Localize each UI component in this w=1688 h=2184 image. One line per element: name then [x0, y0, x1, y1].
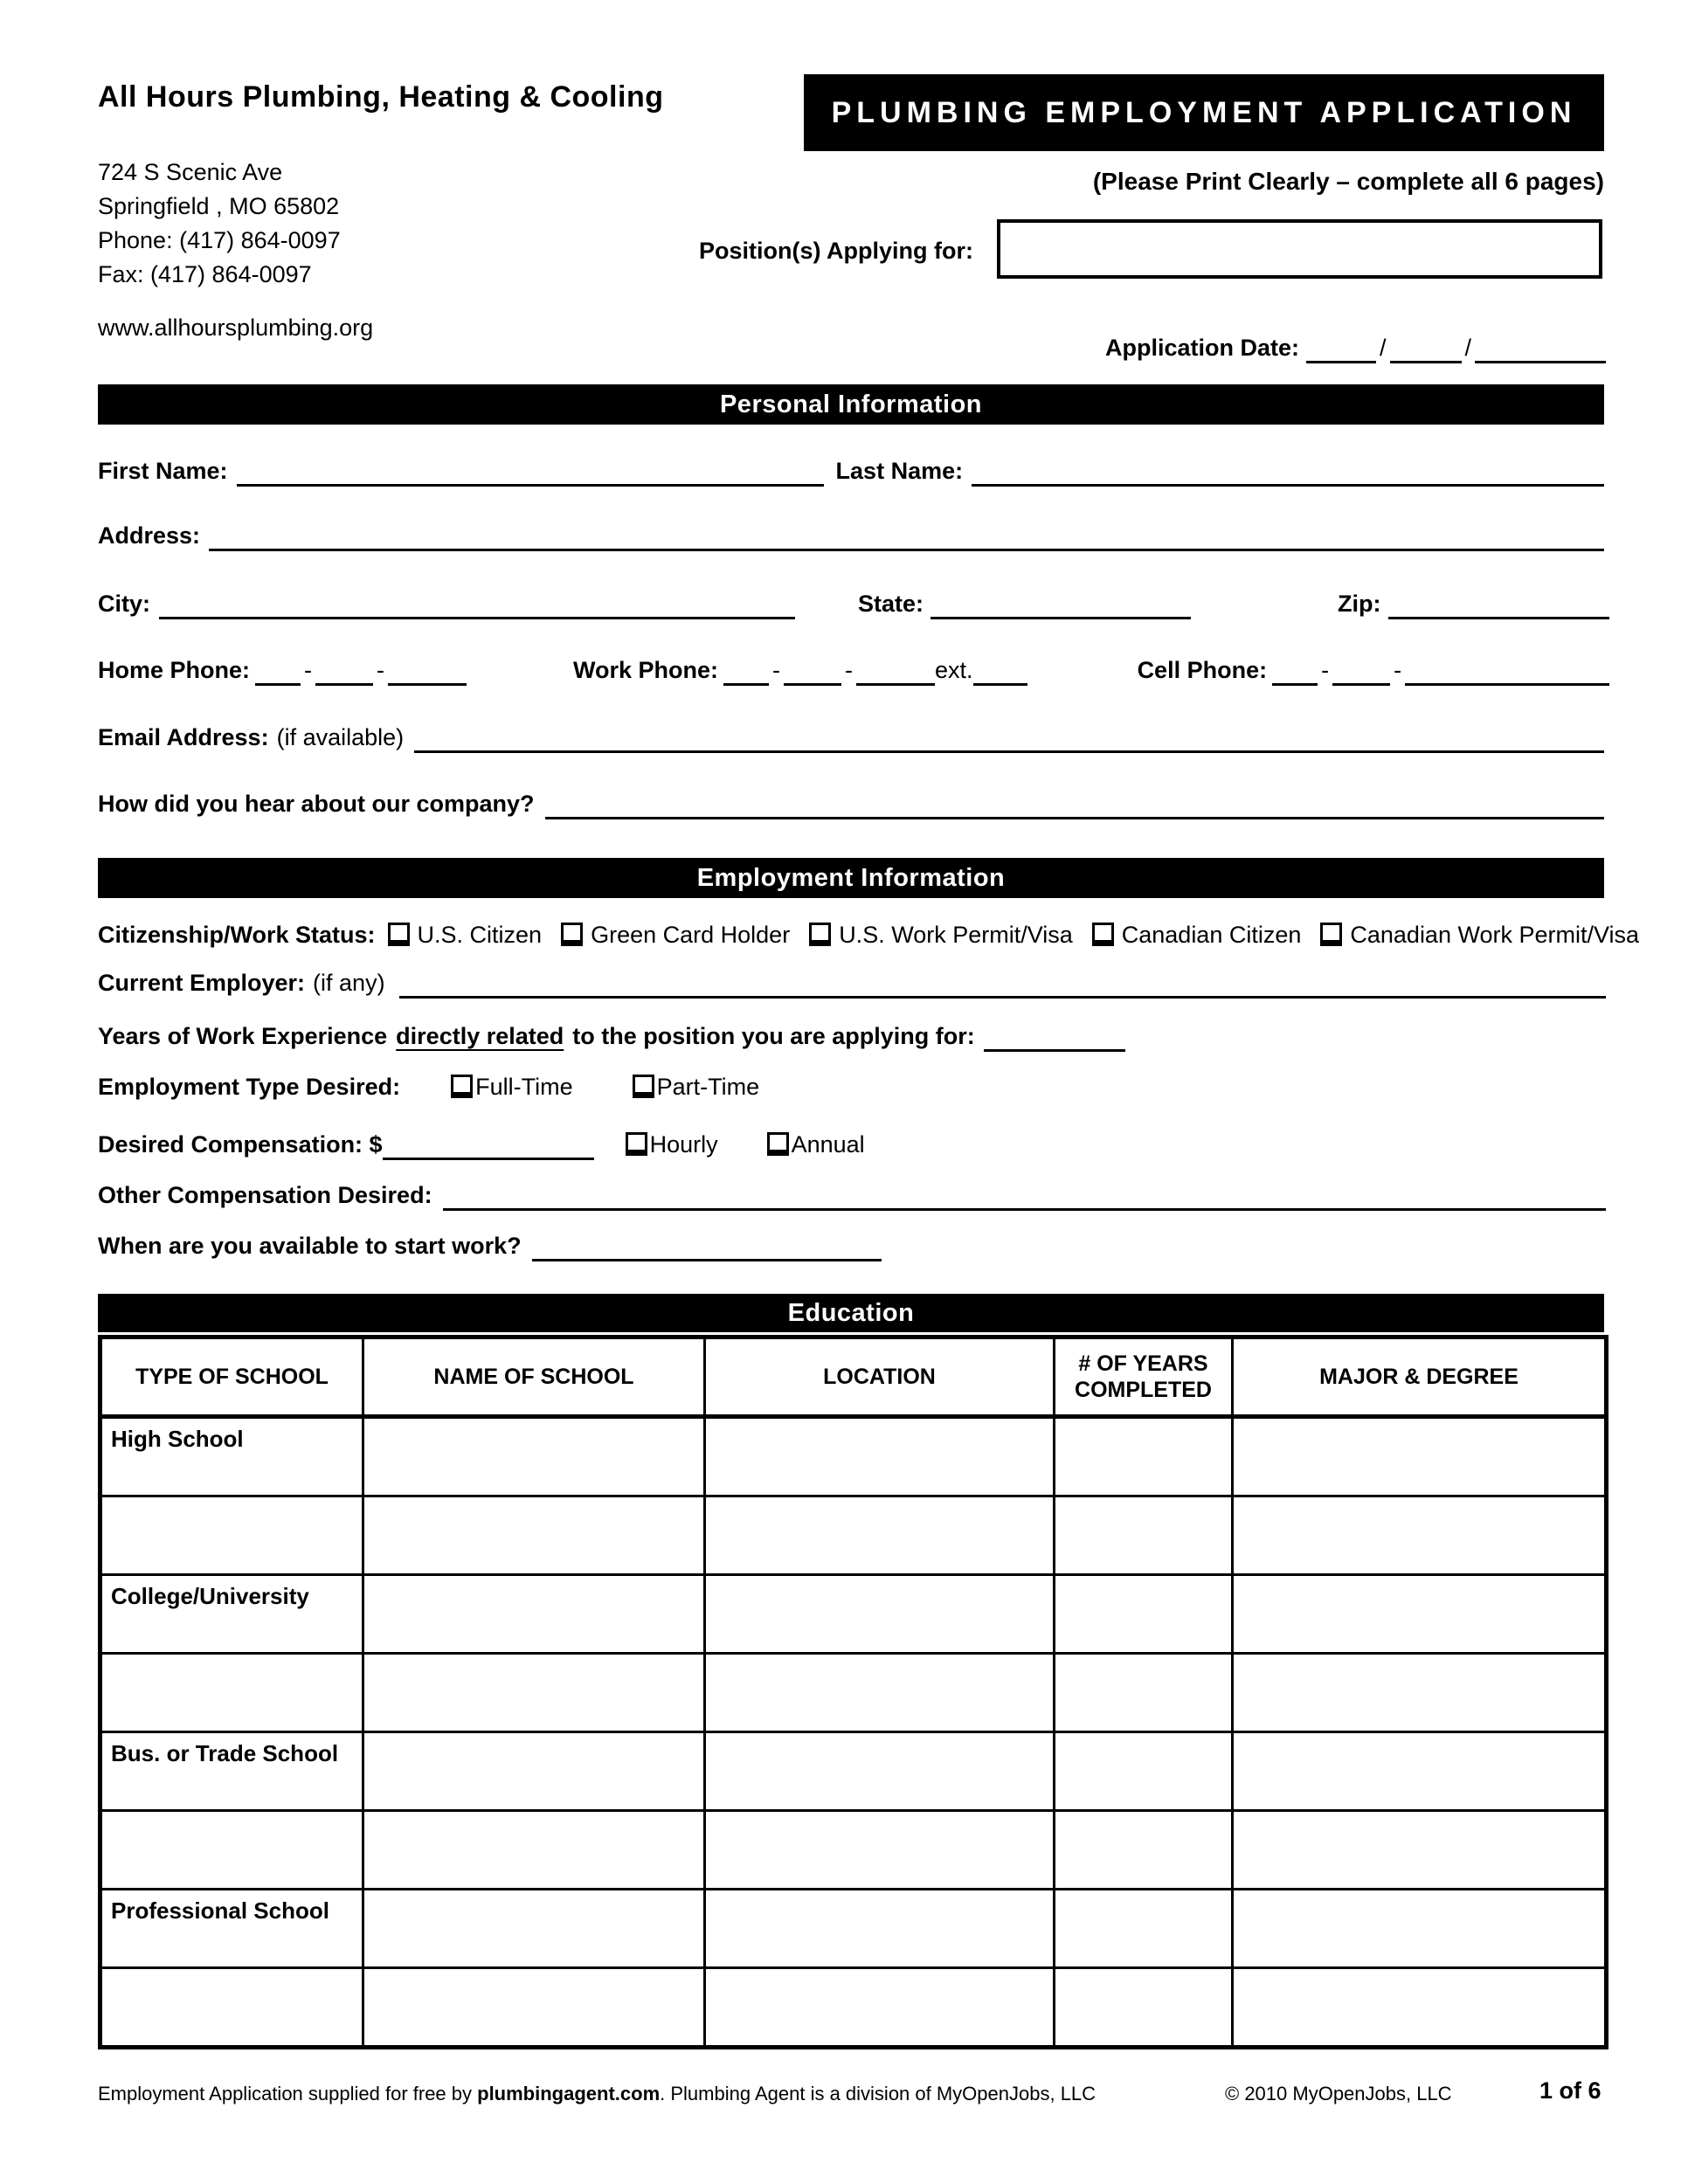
employment-type-option-label: Part-Time	[656, 1074, 760, 1100]
date-separator: /	[1464, 335, 1472, 361]
years-completed-cell[interactable]	[1055, 1496, 1233, 1575]
cell-phone-label: Cell Phone:	[1137, 657, 1268, 683]
employment-type-option	[633, 1071, 760, 1102]
company-website: www.allhoursplumbing.org	[98, 314, 374, 341]
school-type-cell[interactable]	[100, 1496, 363, 1575]
company-fax: Fax: (417) 864-0097	[98, 261, 312, 287]
current-employer-note: (if any)	[313, 970, 385, 996]
citizenship-option-label: U.S. Citizen	[417, 922, 543, 948]
school-name-cell[interactable]	[363, 1654, 705, 1732]
application-date-blank-month[interactable]	[1306, 329, 1376, 363]
cell-phone-blank-3[interactable]	[1405, 652, 1609, 686]
company-phone: Phone: (417) 864-0097	[98, 227, 341, 253]
citizenship-option	[1320, 919, 1639, 950]
employment-type-option	[451, 1071, 573, 1102]
location-cell[interactable]	[705, 1968, 1055, 2048]
compensation-option	[767, 1129, 865, 1160]
home-phone-blank-2[interactable]	[315, 652, 373, 686]
footer-site-name: plumbingagent.com	[477, 2083, 661, 2105]
citizenship-option-label: Canadian Work Permit/Visa	[1350, 922, 1640, 948]
referral-label: How did you hear about our company?	[98, 791, 535, 817]
education-header-row	[100, 1337, 1607, 1417]
footer-copyright: © 2010 MyOpenJobs, LLC	[1225, 2083, 1452, 2105]
table-row	[100, 1496, 1607, 1575]
address-row	[98, 516, 1604, 551]
major-degree-cell[interactable]	[1233, 1575, 1607, 1654]
school-name-cell[interactable]	[363, 1575, 705, 1654]
compensation-option-label: Hourly	[649, 1131, 718, 1158]
ext-label: ext.	[935, 657, 973, 683]
home-phone-blank-3[interactable]	[388, 652, 467, 686]
school-name-cell[interactable]	[363, 1811, 705, 1890]
checkbox-us-citizen[interactable]	[388, 923, 410, 946]
major-degree-cell[interactable]	[1233, 1732, 1607, 1811]
footer-attribution-prefix: Employment Application supplied for free by	[98, 2083, 478, 2105]
checkbox-part-time[interactable]	[633, 1075, 654, 1098]
employment-type-option-label: Full-Time	[475, 1074, 573, 1100]
table-row	[100, 1732, 1607, 1811]
last-name-blank[interactable]	[972, 453, 1604, 487]
current-employer-label: Current Employer:	[98, 970, 306, 996]
address-blank[interactable]	[209, 517, 1604, 551]
home-phone-label: Home Phone:	[98, 657, 251, 683]
work-phone-blank-2[interactable]	[784, 652, 841, 686]
referral-blank[interactable]	[545, 785, 1604, 819]
current-employer-row	[98, 964, 1606, 999]
date-separator: /	[1380, 335, 1387, 361]
page-indicator: 1 of 6	[1539, 2077, 1602, 2104]
school-type-cell[interactable]	[100, 1654, 363, 1732]
checkbox-canadian-citizen[interactable]	[1092, 923, 1114, 946]
address-line-1: 724 S Scenic Ave	[98, 159, 283, 185]
section-personal-information: Personal Information	[98, 384, 1604, 425]
work-phone-blank-3[interactable]	[856, 652, 935, 686]
experience-label-before: Years of Work Experience	[98, 1023, 388, 1049]
application-date-row	[1105, 328, 1606, 363]
experience-row	[98, 1017, 1125, 1052]
col-header-type-of-school: TYPE OF SCHOOL	[100, 1337, 363, 1417]
school-type-cell[interactable]	[100, 1811, 363, 1890]
footer-attribution-suffix: . Plumbing Agent is a division of MyOpenJobs, LLC	[660, 2083, 1097, 2105]
work-phone-blank-1[interactable]	[723, 652, 769, 686]
checkbox-hourly[interactable]	[626, 1132, 647, 1156]
location-cell[interactable]	[705, 1575, 1055, 1654]
first-name-blank[interactable]	[237, 453, 824, 487]
work-phone-label: Work Phone:	[573, 657, 719, 683]
checkbox-full-time[interactable]	[451, 1075, 473, 1098]
other-compensation-label: Other Compensation Desired:	[98, 1182, 432, 1208]
table-row	[100, 1575, 1607, 1654]
location-cell[interactable]	[705, 1654, 1055, 1732]
phone-separator: -	[304, 657, 313, 683]
last-name-label: Last Name:	[835, 458, 964, 484]
years-completed-cell[interactable]	[1055, 1575, 1233, 1654]
school-type-cell: College/University	[100, 1575, 363, 1654]
col-header-major-degree: MAJOR & DEGREE	[1233, 1337, 1607, 1417]
experience-label-underlined: directly related	[396, 1023, 564, 1049]
current-employer-blank[interactable]	[399, 964, 1606, 999]
experience-label-after: to the position you are applying for:	[572, 1023, 975, 1049]
major-degree-cell[interactable]	[1233, 1968, 1607, 2048]
compensation-row	[98, 1125, 865, 1160]
school-type-cell: High School	[100, 1417, 363, 1496]
referral-row	[98, 784, 1604, 819]
email-blank[interactable]	[414, 719, 1604, 753]
state-blank[interactable]	[930, 585, 1191, 619]
school-type-cell: Bus. or Trade School	[100, 1732, 363, 1811]
phone-separator: -	[845, 657, 854, 683]
major-degree-cell[interactable]	[1233, 1654, 1607, 1732]
section-education: Education	[98, 1294, 1604, 1332]
phone-separator: -	[377, 657, 385, 683]
table-row	[100, 1890, 1607, 1968]
application-date-blank-year[interactable]	[1475, 329, 1606, 363]
school-name-cell[interactable]	[363, 1968, 705, 2048]
experience-years-blank[interactable]	[984, 1018, 1125, 1052]
location-cell[interactable]	[705, 1496, 1055, 1575]
checkbox-green-card-holder[interactable]	[561, 923, 583, 946]
city-state-zip-row	[98, 584, 1609, 619]
years-completed-cell[interactable]	[1055, 1417, 1233, 1496]
first-name-label: First Name:	[98, 458, 228, 484]
phone-separator: -	[1321, 657, 1330, 683]
school-name-cell[interactable]	[363, 1496, 705, 1575]
checkbox-annual[interactable]	[767, 1132, 789, 1156]
company-address-block	[98, 156, 341, 292]
table-row	[100, 1417, 1607, 1496]
name-row	[98, 452, 1604, 487]
positions-applying-label: Position(s) Applying for:	[699, 238, 973, 264]
major-degree-cell[interactable]	[1233, 1890, 1607, 1968]
compensation-amount-blank[interactable]	[383, 1126, 594, 1160]
email-label: Email Address:	[98, 724, 269, 750]
employment-type-row	[98, 1068, 759, 1102]
school-type-cell: Professional School	[100, 1890, 363, 1968]
application-date-blank-day[interactable]	[1390, 329, 1462, 363]
school-name-cell[interactable]	[363, 1890, 705, 1968]
home-phone-blank-1[interactable]	[255, 652, 301, 686]
table-row	[100, 1811, 1607, 1890]
school-name-cell[interactable]	[363, 1732, 705, 1811]
years-completed-cell[interactable]	[1055, 1968, 1233, 2048]
email-row	[98, 718, 1604, 753]
table-row	[100, 1968, 1607, 2048]
col-header-name-of-school: NAME OF SCHOOL	[363, 1337, 705, 1417]
citizenship-option-label: Canadian Citizen	[1121, 922, 1302, 948]
citizenship-label: Citizenship/Work Status:	[98, 922, 376, 948]
print-clearly-note: (Please Print Clearly – complete all 6 pages)	[1092, 168, 1604, 195]
phones-row	[98, 651, 1609, 686]
section-employment-information: Employment Information	[98, 858, 1604, 898]
checkbox-us-work-permit[interactable]	[809, 923, 831, 946]
start-work-row	[98, 1227, 882, 1261]
form-title-banner: PLUMBING EMPLOYMENT APPLICATION	[804, 74, 1604, 151]
education-table	[98, 1335, 1608, 2049]
years-completed-cell[interactable]	[1055, 1732, 1233, 1811]
years-completed-cell[interactable]	[1055, 1811, 1233, 1890]
compensation-option	[626, 1129, 718, 1160]
school-name-cell[interactable]	[363, 1417, 705, 1496]
city-label: City:	[98, 591, 150, 617]
major-degree-cell[interactable]	[1233, 1417, 1607, 1496]
compensation-label: Desired Compensation: $	[98, 1131, 383, 1158]
employment-type-label: Employment Type Desired:	[98, 1074, 401, 1100]
table-row	[100, 1654, 1607, 1732]
location-cell[interactable]	[705, 1890, 1055, 1968]
email-note: (if available)	[276, 724, 405, 750]
cell-phone-blank-2[interactable]	[1332, 652, 1390, 686]
address-line-2: Springfield , MO 65802	[98, 193, 340, 219]
other-compensation-blank[interactable]	[443, 1177, 1606, 1211]
company-name: All Hours Plumbing, Heating & Cooling	[98, 80, 664, 114]
citizenship-option-label: Green Card Holder	[591, 922, 791, 948]
school-type-cell[interactable]	[100, 1968, 363, 2048]
cell-phone-blank-1[interactable]	[1272, 652, 1318, 686]
major-degree-cell[interactable]	[1233, 1496, 1607, 1575]
citizenship-row	[98, 916, 1639, 950]
city-blank[interactable]	[159, 585, 795, 619]
start-date-blank[interactable]	[532, 1227, 882, 1261]
citizenship-option	[1092, 919, 1302, 950]
location-cell[interactable]	[705, 1811, 1055, 1890]
phone-separator: -	[1394, 657, 1402, 683]
citizenship-option	[809, 919, 1073, 950]
other-compensation-row	[98, 1176, 1606, 1211]
location-cell[interactable]	[705, 1732, 1055, 1811]
col-header-years-completed: # OF YEARS COMPLETED	[1055, 1337, 1233, 1417]
address-label: Address:	[98, 522, 201, 549]
positions-input-box[interactable]	[997, 219, 1602, 279]
work-phone-ext-blank[interactable]	[973, 652, 1027, 686]
phone-separator: -	[772, 657, 781, 683]
zip-blank[interactable]	[1388, 585, 1610, 619]
years-completed-cell[interactable]	[1055, 1890, 1233, 1968]
citizenship-option-label: U.S. Work Permit/Visa	[839, 922, 1073, 948]
compensation-option-label: Annual	[791, 1131, 865, 1158]
major-degree-cell[interactable]	[1233, 1811, 1607, 1890]
footer-attribution	[98, 2083, 1096, 2105]
start-work-label: When are you available to start work?	[98, 1233, 522, 1259]
location-cell[interactable]	[705, 1417, 1055, 1496]
citizenship-option	[388, 919, 543, 950]
zip-label: Zip:	[1338, 591, 1381, 617]
years-completed-cell[interactable]	[1055, 1654, 1233, 1732]
application-date-label: Application Date:	[1105, 335, 1300, 361]
citizenship-option	[561, 919, 790, 950]
checkbox-canadian-work-permit[interactable]	[1320, 923, 1342, 946]
col-header-location: LOCATION	[705, 1337, 1055, 1417]
state-label: State:	[858, 591, 924, 617]
